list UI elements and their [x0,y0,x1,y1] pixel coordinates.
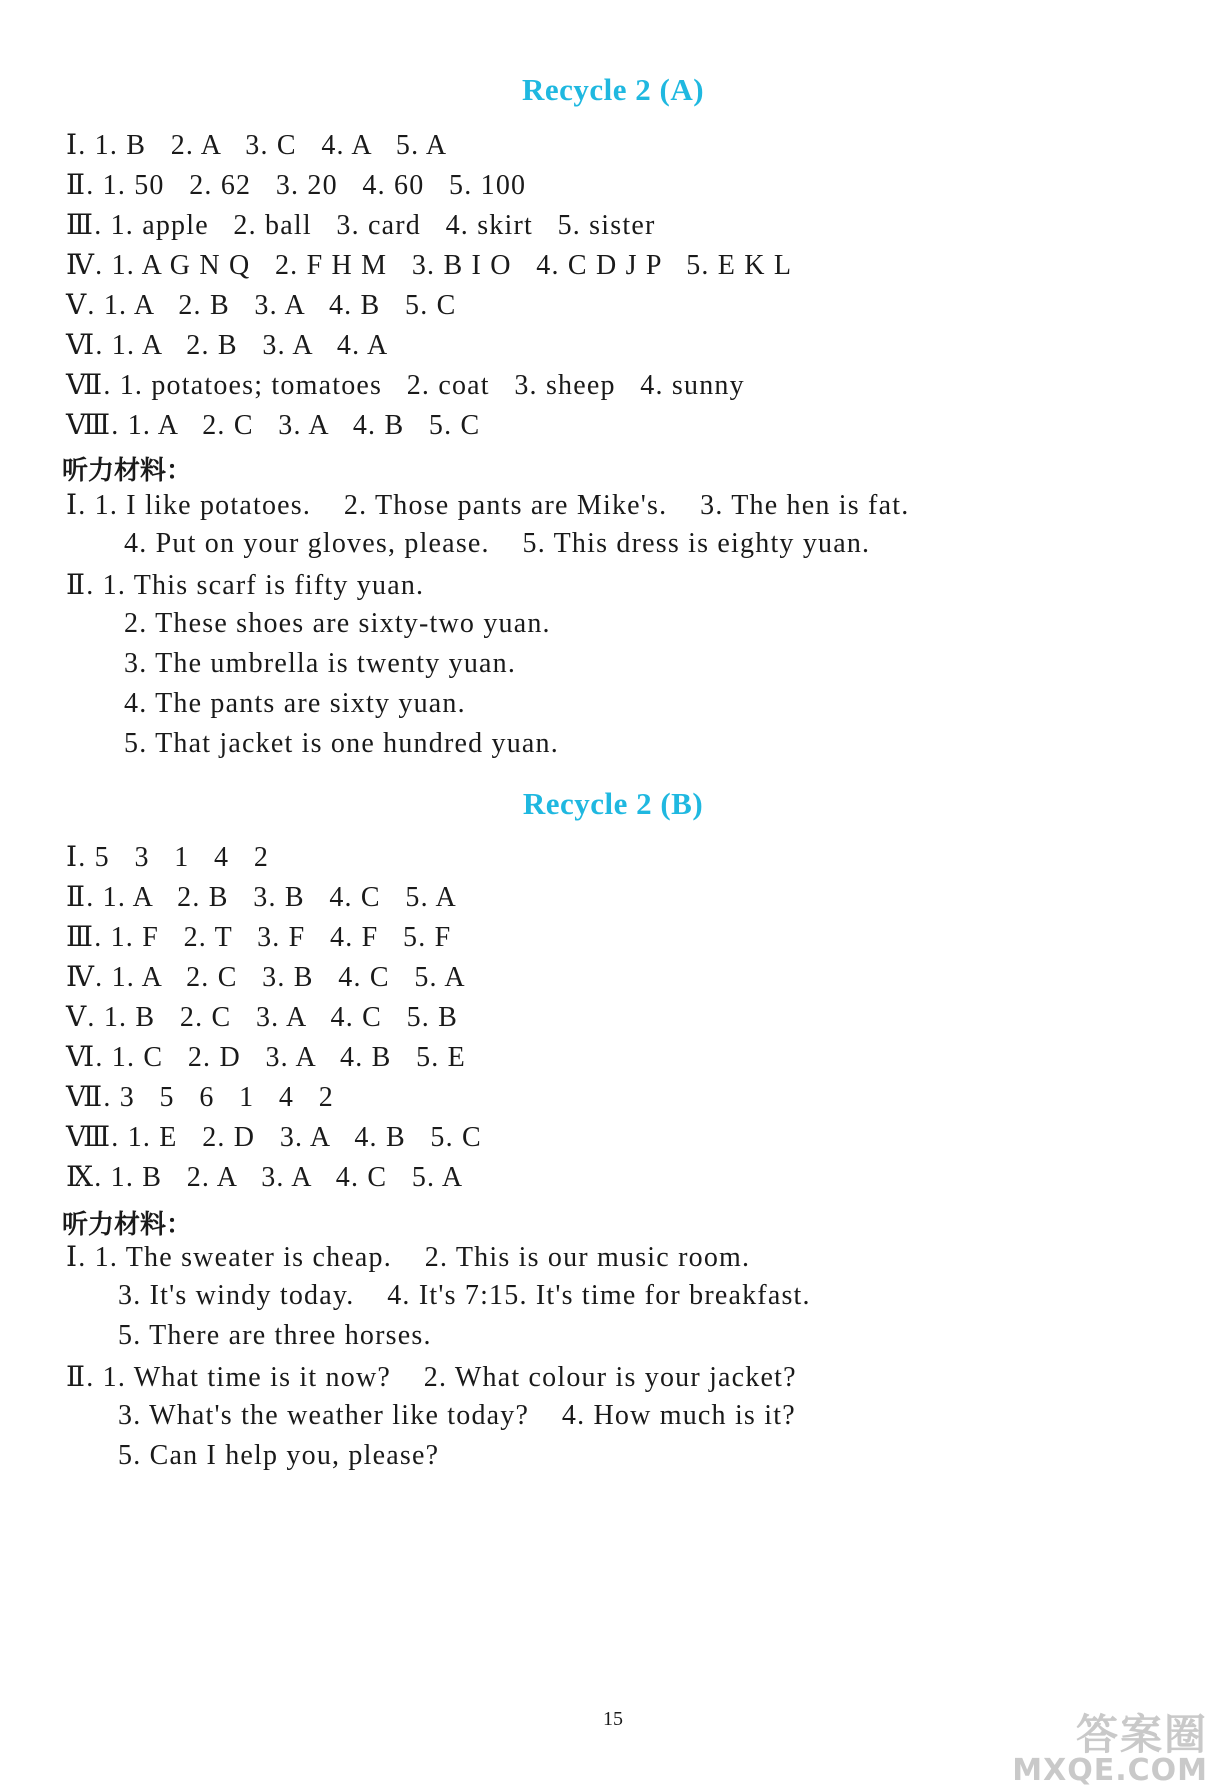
listening-line: 5. There are three horses. [118,1320,432,1351]
watermark-url: MXQE.COM [1012,1753,1208,1788]
listening-heading: 听力材料： [62,456,193,486]
watermark-title: 答案圈 [1075,1710,1208,1759]
answer-line: Ⅶ. 1. potatoes; tomatoes 2. coat 3. sheep 4. sunny [66,370,745,401]
answer-line: Ⅳ. 1. A 2. C 3. B 4. C 5. A [66,962,466,993]
listening-line: Ⅱ. 1. This scarf is fifty yuan. [66,570,425,601]
section-b-title: Recycle 2 (B) [522,786,704,821]
listening-line: Ⅰ. 1. I like potatoes. 2. Those pants are Mike's. 3. The hen is fat. [66,490,910,521]
listening-line: 4. Put on your gloves, please. 5. This dress is eighty yuan. [124,528,871,559]
listening-line: 3. What's the weather like today? 4. How much is it? [118,1400,796,1431]
listening-line: 3. It's windy today. 4. It's 7:15. It's time for breakfast. [118,1280,811,1311]
listening-heading: 听力材料： [62,1210,193,1240]
answer-line: Ⅷ. 1. E 2. D 3. A 4. B 5. C [66,1122,482,1153]
answer-line: Ⅴ. 1. B 2. C 3. A 4. C 5. B [66,1002,459,1033]
answer-line: Ⅲ. 1. F 2. T 3. F 4. F 5. F [66,922,452,953]
answer-line: Ⅱ. 1. 50 2. 62 3. 20 4. 60 5. 100 [66,170,527,201]
answer-line: Ⅰ. 5 3 1 4 2 [66,842,270,873]
answer-line: Ⅳ. 1. A G N Q 2. F H M 3. B I O 4. C D J P 5. E K L [66,250,793,281]
listening-line: 3. The umbrella is twenty yuan. [124,648,517,679]
answer-line: Ⅸ. 1. B 2. A 3. A 4. C 5. A [66,1162,464,1193]
answer-line: Ⅵ. 1. C 2. D 3. A 4. B 5. E [66,1042,466,1073]
listening-line: Ⅰ. 1. The sweater is cheap. 2. This is our music room. [66,1242,751,1273]
listening-line: 5. Can I help you, please? [118,1440,440,1471]
section-a-title: Recycle 2 (A) [521,72,705,107]
answer-line: Ⅱ. 1. A 2. B 3. B 4. C 5. A [66,882,457,913]
answer-line: Ⅵ. 1. A 2. B 3. A 4. A [66,330,389,361]
page-number: 15 [603,1708,623,1730]
listening-line: Ⅱ. 1. What time is it now? 2. What colour is your jacket? [66,1362,797,1393]
listening-line: 4. The pants are sixty yuan. [124,688,466,719]
answer-line: Ⅷ. 1. A 2. C 3. A 4. B 5. C [66,410,481,441]
listening-line: 5. That jacket is one hundred yuan. [124,728,559,759]
answer-line: Ⅴ. 1. A 2. B 3. A 4. B 5. C [66,290,457,321]
listening-line: 2. These shoes are sixty-two yuan. [124,608,551,639]
answer-line: Ⅰ. 1. B 2. A 3. C 4. A 5. A [66,130,448,161]
answer-line: Ⅶ. 3 5 6 1 4 2 [66,1082,334,1113]
answer-line: Ⅲ. 1. apple 2. ball 3. card 4. skirt 5. sister [66,210,656,241]
watermark-logo [1012,1710,1208,1788]
